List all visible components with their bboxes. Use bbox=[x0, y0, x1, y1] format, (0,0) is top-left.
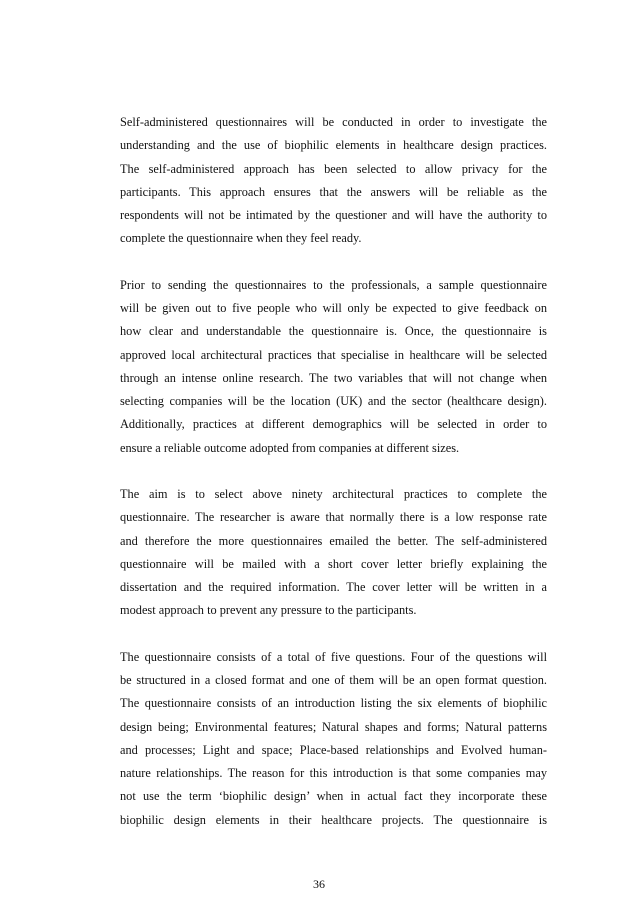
text-line: design being; Environmental features; Natural shapes and forms; Natural patterns bbox=[120, 719, 547, 734]
text-line: and therefore the more questionnaires emailed the better. The self-administered bbox=[120, 533, 547, 548]
text-line: selecting companies will be the location (UK) and the sector (healthcare design). bbox=[120, 394, 547, 408]
text-line: The questionnaire consists of a total of five questions. Four of the questions will bbox=[120, 649, 547, 664]
text-line: nature relationships. The reason for this introduction is that some companies may bbox=[120, 766, 547, 780]
text-line: complete the questionnaire when they feel ready. bbox=[120, 231, 362, 246]
paragraph-aim bbox=[120, 483, 547, 623]
text-line: Additionally, practices at different demographics will be selected in order to bbox=[120, 417, 547, 432]
text-line: Self-administered questionnaires will be conducted in order to investigate the bbox=[120, 115, 547, 129]
page-number: 36 bbox=[313, 877, 325, 891]
text-line: The aim is to select above ninety architectural practices to complete the bbox=[120, 487, 547, 501]
paragraph-questionnaire-method bbox=[120, 111, 547, 251]
body-text bbox=[120, 111, 547, 855]
text-line: ensure a reliable outcome adopted from companies at different sizes. bbox=[120, 440, 460, 455]
text-line: not use the term ‘biophilic design’ when in actual fact they incorporate these bbox=[120, 789, 547, 804]
text-line: questionnaire. The researcher is aware that normally there is a low response rate bbox=[120, 510, 547, 525]
text-line: understanding and the use of biophilic elements in healthcare design practices. bbox=[120, 138, 547, 153]
text-line: respondents will not be intimated by the questioner and will have the authority to bbox=[120, 208, 547, 222]
text-line: how clear and understandable the questionnaire is. Once, the questionnaire is bbox=[120, 324, 547, 339]
text-line: modest approach to prevent any pressure to the participants. bbox=[120, 603, 417, 618]
text-line: participants. This approach ensures that the answers will be reliable as the bbox=[120, 184, 547, 199]
text-line: The questionnaire consists of an introduction listing the six elements of biophilic bbox=[120, 696, 547, 711]
paragraph-questionnaire-structure bbox=[120, 646, 547, 832]
text-line: The self-administered approach has been selected to allow privacy for the bbox=[120, 161, 547, 176]
text-line: Prior to sending the questionnaires to the professionals, a sample questionnaire bbox=[120, 277, 547, 292]
text-line: through an intense online research. The two variables that will not change when bbox=[120, 370, 547, 385]
text-line: and processes; Light and space; Place-based relationships and Evolved human- bbox=[120, 742, 547, 757]
text-line: approved local architectural practices that specialise in healthcare will be selected bbox=[120, 347, 547, 362]
paragraph-sample-questionnaire bbox=[120, 274, 547, 460]
text-line: will be given out to five people who will only be expected to give feedback on bbox=[120, 301, 547, 315]
text-line: dissertation and the required information. The cover letter will be written in a bbox=[120, 580, 547, 594]
text-line: biophilic design elements in their healthcare projects. The questionnaire is bbox=[120, 812, 547, 827]
text-line: be structured in a closed format and one of them will be an open format question. bbox=[120, 673, 547, 687]
text-line: questionnaire will be mailed with a short cover letter briefly explaining the bbox=[120, 556, 547, 571]
